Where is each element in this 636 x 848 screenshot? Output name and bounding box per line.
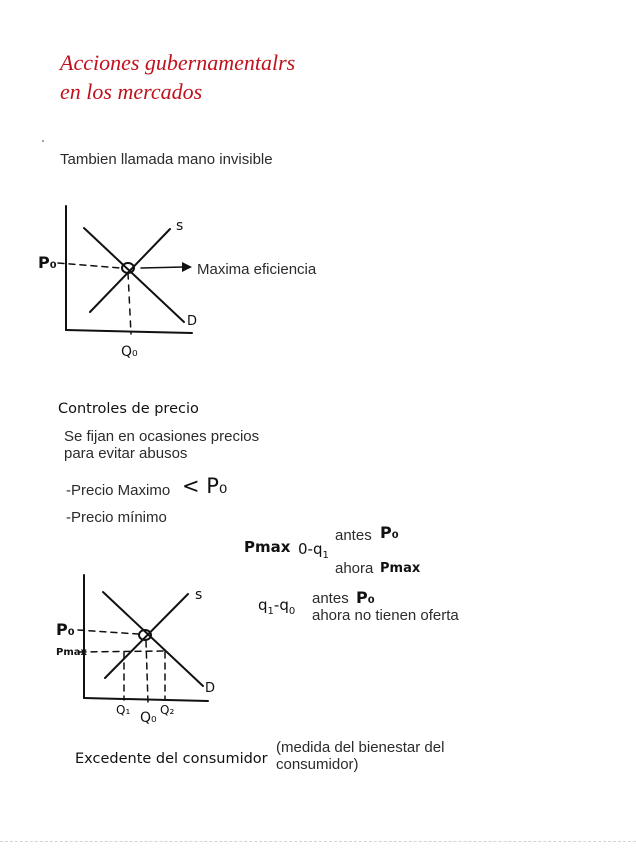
note-antes-2: antes <box>312 590 349 607</box>
excedente-note-line2: consumidor) <box>276 756 359 773</box>
note-ahora-1-value: Pmax <box>380 561 421 576</box>
excedente-heading: Excedente del consumidor <box>75 751 268 767</box>
intro-text: Tambien llamada mano invisible <box>60 151 273 168</box>
note-ahora-1: ahora <box>335 560 374 577</box>
note-antes-1-value: P₀ <box>380 523 399 542</box>
page-bottom-border <box>0 841 636 842</box>
note-antes-1: antes <box>335 527 372 544</box>
diagram2-demand-curve <box>103 592 203 686</box>
diagram2-pmax-line <box>80 651 165 652</box>
diagram1-x-axis <box>66 330 192 333</box>
diagram2-label-q1: Q₁ <box>116 703 131 717</box>
note-q-range: $0-q_1$ <box>298 540 329 561</box>
diagram1-label-q0: Q₀ <box>121 344 138 360</box>
diagram2-label-q2: Q₂ <box>160 703 175 717</box>
diagram1-arrow-line <box>141 267 184 268</box>
note-pmax: Pmax <box>244 538 291 556</box>
diagram2-label-pmax: Pmax <box>56 647 87 658</box>
diagram2-label-p0: P₀ <box>56 620 75 639</box>
note-antes-2-value: P₀ <box>356 588 375 607</box>
controles-desc-line2: para evitar abusos <box>64 445 188 462</box>
title-line-1: Acciones gubernamentalrs <box>60 50 296 75</box>
diagram1-label-s: s <box>176 218 184 234</box>
controles-desc-line1: Se fijan en ocasiones precios <box>64 428 260 445</box>
precio-maximo-note: < P₀ <box>182 474 228 498</box>
diagram1-arrow-head <box>182 262 192 272</box>
diagram1-p0-guide <box>58 263 121 268</box>
precio-maximo: -Precio Maximo <box>66 482 171 499</box>
diagram2-label-q0: Q₀ <box>140 710 157 726</box>
precio-minimo: -Precio mínimo <box>66 509 167 526</box>
diagram2-label-d: D <box>205 681 216 696</box>
excedente-note-line1: (medida del bienestar del <box>276 739 445 756</box>
diagram1-label-d: D <box>187 314 198 329</box>
diagram1-demand-curve <box>84 228 184 322</box>
diagram1-annotation: Maxima eficiencia <box>197 261 317 278</box>
controles-heading: Controles de precio <box>58 401 199 417</box>
diagram1-label-p0: P₀ <box>38 253 57 272</box>
diagram1-q0-guide <box>128 273 131 334</box>
title-line-2: en los mercados <box>60 79 203 104</box>
diagram2-q0-guide <box>146 641 148 703</box>
diagram2-label-s: s <box>195 587 203 603</box>
note-ahora-2: ahora no tienen oferta <box>312 607 459 624</box>
diagram2-x-axis <box>84 698 208 701</box>
note-q-diff: $q_1-q_0$ <box>258 596 296 617</box>
diagram2-p0-guide <box>78 630 138 634</box>
